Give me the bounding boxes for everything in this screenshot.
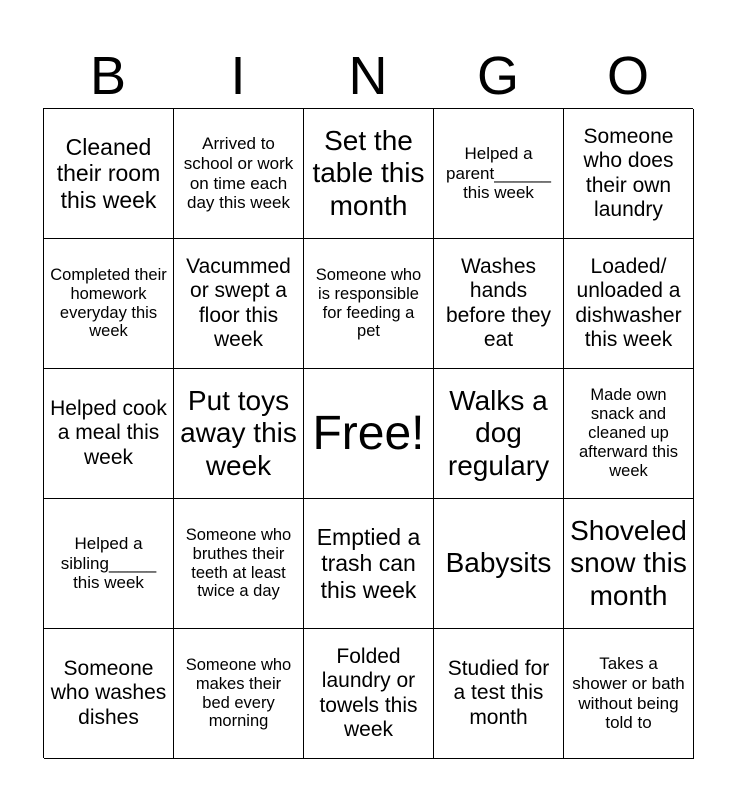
- bingo-header: [43, 44, 693, 108]
- bingo-cell: [304, 499, 434, 629]
- bingo-cell: [174, 499, 304, 629]
- bingo-cell: [44, 499, 174, 629]
- bingo-cell: [44, 369, 174, 499]
- cell-text: Someone who is responsible for feeding a pet: [315, 265, 422, 341]
- cell-text: Vacummed or swept a floor this week: [186, 255, 291, 351]
- bingo-cell: [304, 109, 434, 239]
- bingo-grid: [43, 108, 693, 758]
- header-letter-g: G: [476, 46, 519, 106]
- cell-text: Helped a parent______ this week: [446, 144, 551, 203]
- bingo-cell: [44, 109, 174, 239]
- cell-text: Free!: [312, 406, 425, 460]
- cell-text: Completed their homework everyday this week: [50, 265, 167, 341]
- cell-text: Folded laundry or towels this week: [319, 645, 418, 741]
- bingo-cell: [174, 109, 304, 239]
- header-letter-b: B: [89, 46, 127, 106]
- bingo-cell: [304, 239, 434, 369]
- bingo-cell: [44, 239, 174, 369]
- bingo-cell: [174, 629, 304, 759]
- header-letter-n: N: [348, 46, 388, 106]
- cell-text: Put toys away this week: [180, 385, 297, 481]
- header-letter-o: O: [606, 46, 649, 106]
- cell-text: Helped a sibling_____ this week: [60, 534, 157, 593]
- header-letter-i: I: [230, 46, 246, 106]
- cell-text: Arrived to school or work on time each day this week: [183, 134, 294, 213]
- cell-text: Babysits: [445, 547, 552, 579]
- cell-text: Someone who washes dishes: [50, 657, 167, 729]
- cell-text: Studied for a test this month: [447, 657, 550, 729]
- bingo-cell: [434, 499, 564, 629]
- bingo-cell: [174, 239, 304, 369]
- bingo-cell: [434, 109, 564, 239]
- cell-text: Takes a shower or bath without being told to: [572, 654, 685, 733]
- cell-text: Shoveled snow this month: [570, 515, 687, 611]
- bingo-cell: [304, 629, 434, 759]
- bingo-cell: [434, 369, 564, 499]
- bingo-cell: [174, 369, 304, 499]
- bingo-cell: [564, 239, 694, 369]
- cell-text: Washes hands before they eat: [445, 255, 552, 351]
- bingo-cell: [434, 239, 564, 369]
- cell-text: Someone who does their own laundry: [583, 125, 674, 221]
- cell-text: Walks a dog regulary: [447, 385, 550, 481]
- bingo-cell: [564, 499, 694, 629]
- cell-text: Emptied a trash can this week: [316, 523, 421, 603]
- cell-text: Someone who makes their bed every morning: [185, 655, 292, 731]
- bingo-cell: [564, 369, 694, 499]
- cell-text: Cleaned their room this week: [56, 133, 161, 213]
- bingo-cell: [564, 629, 694, 759]
- free-space: [304, 369, 434, 499]
- cell-text: Loaded/ unloaded a dishwasher this week: [575, 255, 682, 351]
- cell-text: Someone who bruthes their teeth at least twice a day: [185, 525, 292, 601]
- bingo-cell: [434, 629, 564, 759]
- cell-text: Helped cook a meal this week: [50, 397, 167, 469]
- cell-text: Set the table this month: [312, 125, 425, 221]
- bingo-cell: [44, 629, 174, 759]
- bingo-cell: [564, 109, 694, 239]
- cell-text: Made own snack and cleaned up afterward this week: [578, 386, 679, 480]
